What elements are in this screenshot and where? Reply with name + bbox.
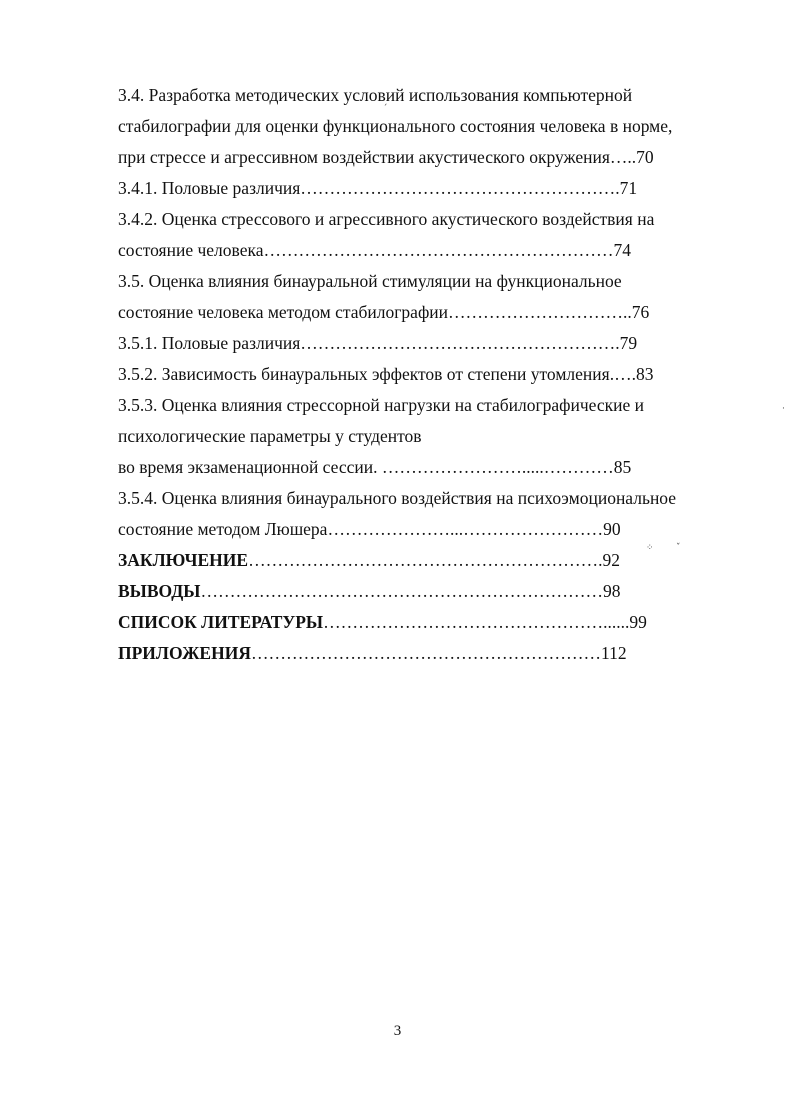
toc-entry-3-5-4-line-1: 3.5.4. Оценка влияния бинаурального воздействия на психоэмоциональное xyxy=(118,488,677,508)
toc-leader-references: …………………………………………......99 xyxy=(323,612,647,632)
scan-speck: ˇ xyxy=(676,543,681,553)
scan-speck: · xyxy=(782,404,785,414)
toc-entry-findings xyxy=(118,576,718,607)
toc-entry-3-5-4-line-2: состояние методом Люшера…………………...……………………90 xyxy=(118,519,621,539)
toc-heading-findings: ВЫВОДЫ xyxy=(118,581,201,601)
toc-entry-conclusion xyxy=(118,545,718,576)
page-number: 3 xyxy=(393,1023,402,1039)
scan-speck: ⁘ xyxy=(646,543,654,553)
toc-entry-3-5-line-1: 3.5. Оценка влияния бинауральной стимуляции на функциональное xyxy=(118,271,622,291)
toc-heading-appendices: ПРИЛОЖЕНИЯ xyxy=(118,643,251,663)
toc-leader-findings: ……………………………………………………………98 xyxy=(200,581,621,601)
scan-speck: ˊ xyxy=(383,104,388,114)
toc-entry-3-4-2-line-1: 3.4.2. Оценка стрессового и агрессивного акустического воздействия на xyxy=(118,209,655,229)
toc-entry-3-5-line-2: состояние человека методом стабилографии…………………………..76 xyxy=(118,302,650,322)
table-of-contents xyxy=(118,80,718,669)
toc-entry-3-5-3-line-3: во время экзаменационной сессии. …………………….....…………85 xyxy=(118,457,632,477)
toc-leader-appendices: ……………………………………………………112 xyxy=(250,643,627,663)
toc-entry-3-4-line-3: при стрессе и агрессивном воздействии акустического окружения…..70 xyxy=(118,147,654,167)
toc-entry-3-5-3-line-1: 3.5.3. Оценка влияния стрессорной нагрузки на стабилографические и xyxy=(118,395,645,415)
toc-entry-3-4-line-2: стабилографии для оценки функционального состояния человека в норме, xyxy=(118,116,673,136)
toc-entry-3-4-line-1: 3.4. Разработка методических условий использования компьютерной xyxy=(118,85,633,105)
toc-entry-references xyxy=(118,607,718,638)
toc-entry-3-5-2: 3.5.2. Зависимость бинауральных эффектов от степени утомления.….83 xyxy=(118,364,654,384)
toc-entry-3-5-3-line-2: психологические параметры у студентов xyxy=(118,426,422,446)
toc-leader-conclusion: …………………………………………………….92 xyxy=(248,550,620,570)
toc-entry-3-4-2-line-2: состояние человека……………………………………………………74 xyxy=(118,240,631,260)
toc-entry-3-4-1: 3.4.1. Половые различия……………………………………………….71 xyxy=(118,178,638,198)
toc-entry-appendices xyxy=(118,638,718,669)
toc-entry-3-5-1: 3.5.1. Половые различия……………………………………………….79 xyxy=(118,333,638,353)
toc-heading-references: СПИСОК ЛИТЕРАТУРЫ xyxy=(118,612,324,632)
toc-heading-conclusion: ЗАКЛЮЧЕНИЕ xyxy=(118,550,249,570)
